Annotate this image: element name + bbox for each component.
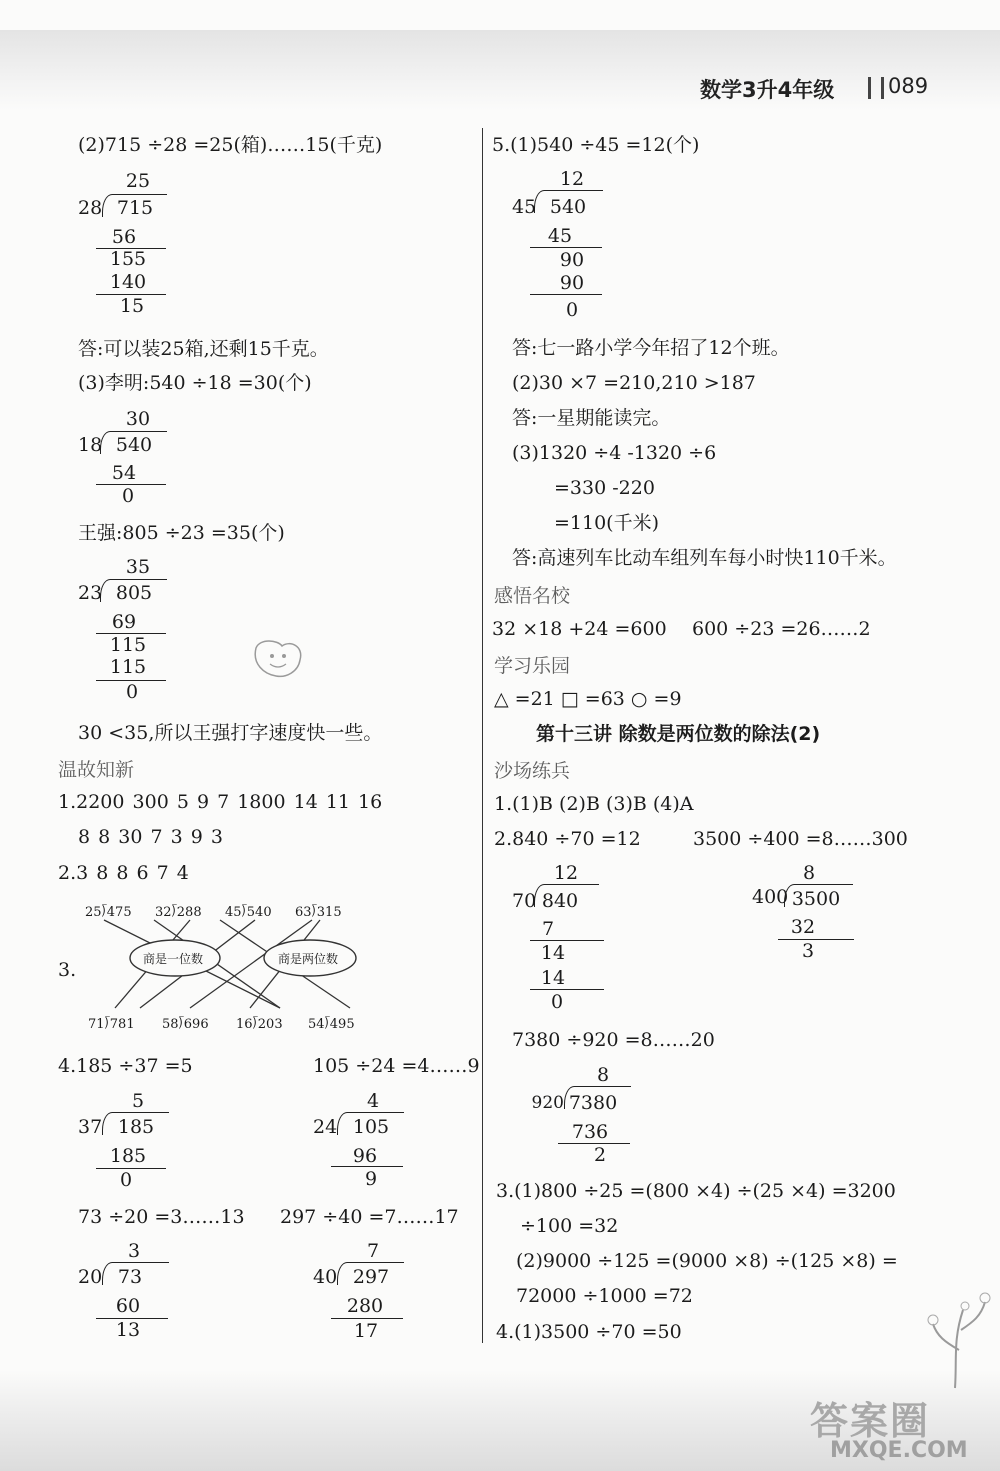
divisor: 20 (78, 1266, 103, 1288)
divisor: 37 (78, 1116, 103, 1138)
answer-5-2: 答:一星期能读完。 (512, 407, 671, 429)
answer-1: 答:可以装25箱,还剩15千克。 (78, 338, 329, 360)
step: 56 (111, 226, 137, 248)
divisor: 40 (313, 1266, 338, 1288)
step: 7 (541, 918, 555, 940)
q3-label: 3. (58, 959, 77, 981)
step: 0 (125, 681, 139, 703)
step: 115 (109, 634, 147, 656)
step: 14 (540, 942, 566, 964)
s2-a: 2.840 ÷70 =12 (494, 828, 641, 850)
q1-row2: 8 8 30 7 3 9 3 (78, 826, 223, 848)
quotient: 30 (125, 408, 151, 430)
dividend: 805 (115, 582, 153, 604)
step: 140 (109, 271, 147, 293)
step: 45 (547, 225, 573, 247)
dividend: 540 (115, 434, 153, 456)
watermark-text: 答案圈 (810, 1399, 931, 1443)
diagram-bottom-3: 16⟌203 (236, 1017, 283, 1032)
page-header-title: 数学3升4年级 (700, 78, 835, 102)
s3-d: 72000 ÷1000 =72 (516, 1285, 693, 1307)
s2-b: 3500 ÷400 =8……300 (693, 828, 908, 850)
q5-3-a: (3)1320 ÷4 -1320 ÷6 (512, 442, 717, 464)
step: 54 (111, 462, 137, 484)
step: 185 (109, 1145, 147, 1167)
q5-line: 5.(1)540 ÷45 =12(个) (492, 134, 700, 156)
mascot-sticker-icon (250, 634, 308, 682)
xuexi-answers: △ =21 □ =63 ○ =9 (494, 688, 682, 710)
step: 17 (353, 1320, 379, 1342)
divisor: 45 (512, 196, 537, 218)
tree-decoration-icon (915, 1280, 995, 1390)
divisor: 70 (512, 890, 537, 912)
problem-2-line: (2)715 ÷28 =25(箱)……15(千克) (78, 134, 383, 156)
dividend: 185 (117, 1116, 155, 1138)
quotient: 4 (366, 1090, 380, 1112)
dividend: 297 (352, 1266, 390, 1288)
q4-d: 297 ÷40 =7……17 (280, 1206, 459, 1228)
dividend: 840 (541, 890, 579, 912)
header-separator (868, 77, 884, 99)
step: 69 (111, 611, 137, 633)
divisor: 920 (531, 1093, 564, 1113)
step: 115 (109, 656, 147, 678)
diagram-bottom-4: 54⟌495 (308, 1017, 355, 1032)
oval-one-digit-label: 商是一位数 (143, 952, 204, 966)
step: 736 (571, 1121, 609, 1143)
quotient: 5 (131, 1090, 145, 1112)
header-decoration (0, 30, 1000, 110)
step: 155 (109, 248, 147, 270)
quotient: 3 (127, 1240, 141, 1262)
page-number: 089 (888, 74, 929, 98)
s3-c: (2)9000 ÷125 =(9000 ×8) ÷(125 ×8) = (516, 1250, 898, 1272)
quotient: 8 (596, 1064, 610, 1086)
step: 90 (559, 249, 585, 271)
s1-line: 1.(1)B (2)B (3)B (4)A (494, 793, 694, 815)
section-xuexi-leyuan: 学习乐园 (494, 655, 571, 677)
dividend: 3500 (791, 888, 841, 910)
answer-5-3: 答:高速列车比动车组列车每小时快110千米。 (512, 547, 897, 569)
divisor: 400 (752, 886, 789, 908)
step: 3 (801, 940, 815, 962)
answer-5: 答:七一路小学今年招了12个班。 (512, 337, 790, 359)
divisor: 23 (78, 582, 103, 604)
step-line (331, 1318, 403, 1319)
diagram-top-2: 32⟌288 (155, 905, 202, 920)
step: 0 (550, 991, 564, 1013)
column-divider (482, 128, 483, 1343)
q2-line: 2.3 8 8 6 7 4 (58, 862, 189, 884)
s4-line: 4.(1)3500 ÷70 =50 (496, 1321, 682, 1343)
q4-b: 105 ÷24 =4……9 (313, 1055, 480, 1077)
q5-3-b: =330 -220 (554, 477, 655, 499)
quotient: 7 (366, 1240, 380, 1262)
ganwu-b: 600 ÷23 =26……2 (692, 618, 871, 640)
quotient: 12 (559, 168, 585, 190)
problem-3-line: (3)李明:540 ÷18 =30(个) (78, 372, 312, 394)
dividend: 540 (549, 196, 587, 218)
oval-two-digit-label: 商是两位数 (278, 952, 339, 966)
s3-b: ÷100 =32 (520, 1215, 619, 1237)
step: 0 (565, 299, 579, 321)
q1-row1: 1.2200 300 5 9 7 1800 14 11 16 (58, 791, 383, 813)
step: 96 (352, 1145, 378, 1167)
ganwu-a: 32 ×18 +24 =600 (492, 618, 667, 640)
step-line (530, 989, 604, 990)
step-line (530, 247, 602, 248)
lecture-title: 第十三讲 除数是两位数的除法(2) (536, 723, 821, 745)
diagram-bottom-2: 58⟌696 (162, 1017, 209, 1032)
quotient: 35 (125, 556, 151, 578)
dividend: 105 (352, 1116, 390, 1138)
watermark-url: MXQE.COM (830, 1438, 968, 1463)
divisor: 18 (78, 434, 103, 456)
dividend: 73 (117, 1266, 143, 1288)
step: 2 (593, 1144, 607, 1166)
section-ganwu-mingxiao: 感悟名校 (494, 585, 571, 607)
q5-2: (2)30 ×7 =210,210 >187 (512, 372, 756, 394)
diagram-bottom-1: 71⟌781 (88, 1017, 135, 1032)
step-line (530, 294, 602, 295)
step: 280 (346, 1295, 384, 1317)
s3-a: 3.(1)800 ÷25 =(800 ×4) ÷(25 ×4) =3200 (496, 1180, 896, 1202)
step: 0 (121, 485, 135, 507)
diagram-top-3: 45⟌540 (225, 905, 272, 920)
step: 15 (119, 295, 145, 317)
step-line (530, 940, 604, 941)
diagram-top-1: 25⟌475 (85, 905, 132, 920)
divisor: 28 (78, 197, 103, 219)
q4-a: 4.185 ÷37 =5 (58, 1055, 193, 1077)
dividend: 715 (116, 197, 154, 219)
compare-line: 30 <35,所以王强打字速度快一些。 (78, 722, 383, 744)
step: 9 (364, 1168, 378, 1190)
section-shachang-lianbing: 沙场练兵 (494, 760, 571, 782)
watermark (800, 1390, 980, 1463)
step-line (331, 1166, 403, 1167)
quotient: 8 (802, 862, 816, 884)
q5-3-c: =110(千米) (554, 512, 660, 534)
quotient: 12 (553, 862, 579, 884)
divisor: 24 (313, 1116, 338, 1138)
s2-c: 7380 ÷920 =8……20 (512, 1029, 715, 1051)
step: 14 (540, 967, 566, 989)
step: 13 (115, 1319, 141, 1341)
quotient: 25 (125, 170, 151, 192)
wangqiang-line: 王强:805 ÷23 =35(个) (78, 522, 285, 544)
step: 60 (115, 1295, 141, 1317)
step: 0 (119, 1169, 133, 1191)
section-wengu-zhixin: 温故知新 (58, 759, 135, 781)
q4-c: 73 ÷20 =3……13 (78, 1206, 245, 1228)
dividend: 7380 (568, 1092, 618, 1114)
diagram-top-4: 63⟌315 (295, 905, 342, 920)
step: 90 (559, 272, 585, 294)
step: 32 (790, 916, 816, 938)
